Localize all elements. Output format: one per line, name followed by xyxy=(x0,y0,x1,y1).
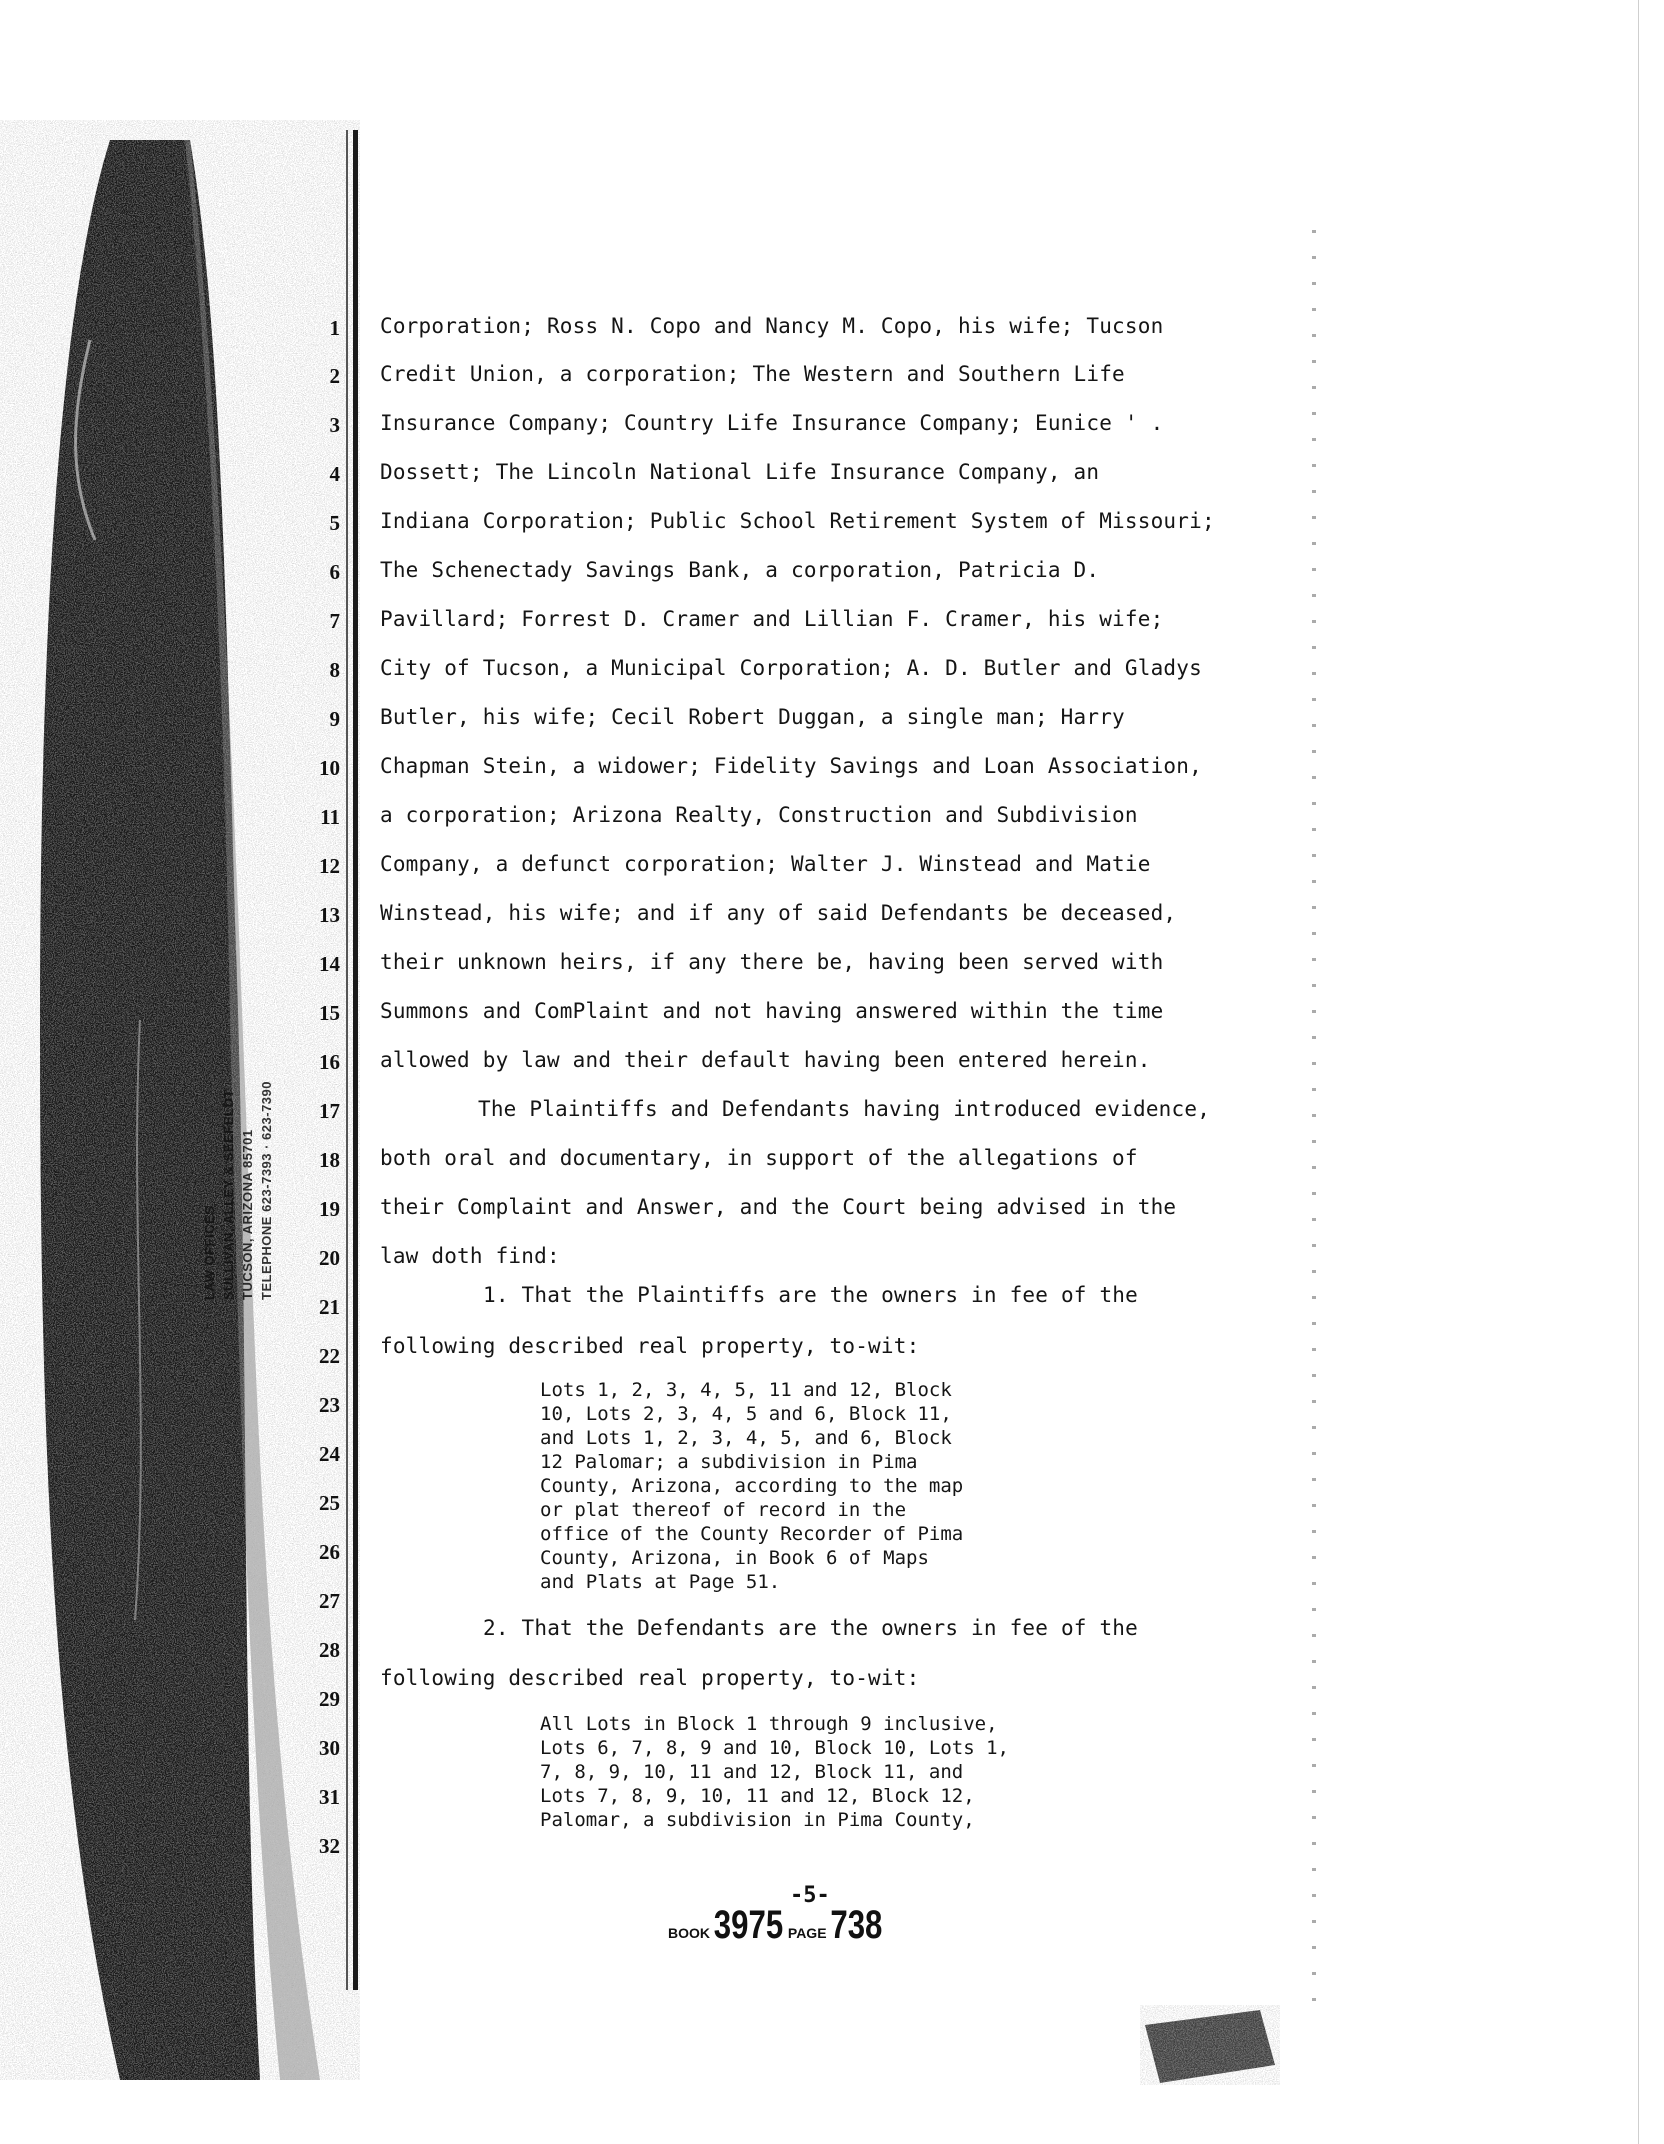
line-number: 29 xyxy=(319,1687,340,1711)
body-line: Company, a defunct corporation; Walter J. Winstead and Matie xyxy=(380,852,1151,876)
line-number: 5 xyxy=(329,511,340,535)
page-edge-rule xyxy=(1638,0,1639,2144)
property-description-line: 7, 8, 9, 10, 11 and 12, Block 11, and xyxy=(540,1761,964,1783)
property-description-line: All Lots in Block 1 through 9 inclusive, xyxy=(540,1713,998,1735)
body-line: their unknown heirs, if any there be, having been served with xyxy=(380,950,1164,974)
margin-rule-inner xyxy=(346,130,348,1990)
body-line: Winstead, his wife; and if any of said Defendants be deceased, xyxy=(380,901,1177,925)
line-number: 6 xyxy=(329,560,340,584)
book-label: BOOK xyxy=(668,1925,710,1941)
right-margin-dots xyxy=(1312,230,1316,2020)
property-description-line: or plat thereof of record in the xyxy=(540,1499,907,1521)
law-firm-stamp xyxy=(200,970,286,1300)
line-number: 30 xyxy=(319,1736,340,1760)
body-line: 1. That the Plaintiffs are the owners in fee of the xyxy=(483,1283,1138,1307)
body-line: Dossett; The Lincoln National Life Insurance Company, an xyxy=(380,460,1100,484)
line-number: 19 xyxy=(319,1197,340,1221)
page-label: PAGE xyxy=(787,1925,827,1941)
line-number: 2 xyxy=(329,364,340,388)
line-number: 11 xyxy=(320,805,340,829)
body-line: Pavillard; Forrest D. Cramer and Lillian F. Cramer, his wife; xyxy=(380,607,1164,631)
body-line: Indiana Corporation; Public School Retirement System of Missouri; xyxy=(380,509,1215,533)
line-number: 20 xyxy=(319,1246,340,1270)
line-number: 23 xyxy=(319,1393,340,1417)
body-line: allowed by law and their default having been entered herein. xyxy=(380,1048,1151,1072)
line-number: 15 xyxy=(319,1001,340,1025)
body-line: City of Tucson, a Municipal Corporation; A. D. Butler and Gladys xyxy=(380,656,1202,680)
body-line: 2. That the Defendants are the owners in fee of the xyxy=(483,1616,1138,1640)
property-description-line: Lots 6, 7, 8, 9 and 10, Block 10, Lots 1, xyxy=(540,1737,1009,1759)
line-number: 8 xyxy=(329,658,340,682)
line-number: 4 xyxy=(329,462,340,486)
line-number: 18 xyxy=(319,1148,340,1172)
book-page-reference xyxy=(668,1903,890,1948)
margin-rule xyxy=(353,130,358,1990)
line-number: 16 xyxy=(319,1050,340,1074)
property-description-line: County, Arizona, according to the map xyxy=(540,1475,964,1497)
body-line: Insurance Company; Country Life Insurance Company; Eunice ' . xyxy=(380,411,1164,435)
body-line: a corporation; Arizona Realty, Construction and Subdivision xyxy=(380,803,1138,827)
body-line: both oral and documentary, in support of the allegations of xyxy=(380,1146,1138,1170)
body-line: Summons and ComPlaint and not having answered within the time xyxy=(380,999,1164,1023)
property-description-line: and Lots 1, 2, 3, 4, 5, and 6, Block xyxy=(540,1427,952,1449)
line-number: 17 xyxy=(319,1099,340,1123)
line-number: 22 xyxy=(319,1344,340,1368)
property-description-line: and Plats at Page 51. xyxy=(540,1571,781,1593)
body-line: their Complaint and Answer, and the Court being advised in the xyxy=(380,1195,1177,1219)
line-number: 1 xyxy=(329,316,340,340)
property-description-line: office of the County Recorder of Pima xyxy=(540,1523,964,1545)
line-number: 25 xyxy=(319,1491,340,1515)
firm-stamp-line: SULLIVAN, ALLEY & SEEFELDT xyxy=(221,1089,236,1300)
body-line: Corporation; Ross N. Copo and Nancy M. Copo, his wife; Tucson xyxy=(380,314,1164,338)
property-description-line: 10, Lots 2, 3, 4, 5 and 6, Block 11, xyxy=(540,1403,952,1425)
line-number: 28 xyxy=(319,1638,340,1662)
line-number: 9 xyxy=(329,707,340,731)
page-ref-number: 738 xyxy=(830,1903,883,1947)
line-number: 26 xyxy=(319,1540,340,1564)
property-description-line: County, Arizona, in Book 6 of Maps xyxy=(540,1547,929,1569)
page-number: -5- xyxy=(790,1883,830,1908)
line-number: 21 xyxy=(319,1295,340,1319)
body-line: following described real property, to-wit: xyxy=(380,1666,920,1690)
line-number: 14 xyxy=(319,952,340,976)
property-description-line: Lots 1, 2, 3, 4, 5, 11 and 12, Block xyxy=(540,1379,952,1401)
line-number: 7 xyxy=(329,609,340,633)
corner-smudge xyxy=(1140,2005,1280,2085)
line-number: 31 xyxy=(319,1785,340,1809)
firm-stamp-line: TUCSON, ARIZONA 85701 xyxy=(240,1129,255,1300)
body-line: The Plaintiffs and Defendants having introduced evidence, xyxy=(478,1097,1211,1121)
line-number: 12 xyxy=(319,854,340,878)
body-line: following described real property, to-wit: xyxy=(380,1334,920,1358)
property-description-line: Palomar, a subdivision in Pima County, xyxy=(540,1809,975,1831)
line-number: 3 xyxy=(329,413,340,437)
line-number: 32 xyxy=(319,1834,340,1858)
book-number: 3975 xyxy=(714,1903,784,1947)
property-description-line: 12 Palomar; a subdivision in Pima xyxy=(540,1451,918,1473)
body-line: law doth find: xyxy=(380,1244,560,1268)
line-number: 27 xyxy=(319,1589,340,1613)
body-line: Chapman Stein, a widower; Fidelity Savings and Loan Association, xyxy=(380,754,1202,778)
firm-stamp-line: LAW OFFICES xyxy=(202,1205,217,1300)
line-number: 24 xyxy=(319,1442,340,1466)
body-line: The Schenectady Savings Bank, a corporation, Patricia D. xyxy=(380,558,1100,582)
line-number: 10 xyxy=(319,756,340,780)
body-line: Credit Union, a corporation; The Western and Southern Life xyxy=(380,362,1125,386)
property-description-line: Lots 7, 8, 9, 10, 11 and 12, Block 12, xyxy=(540,1785,975,1807)
line-number: 13 xyxy=(319,903,340,927)
firm-stamp-line: TELEPHONE 623-7393 · 623-7390 xyxy=(259,1081,274,1300)
body-line: Butler, his wife; Cecil Robert Duggan, a single man; Harry xyxy=(380,705,1125,729)
